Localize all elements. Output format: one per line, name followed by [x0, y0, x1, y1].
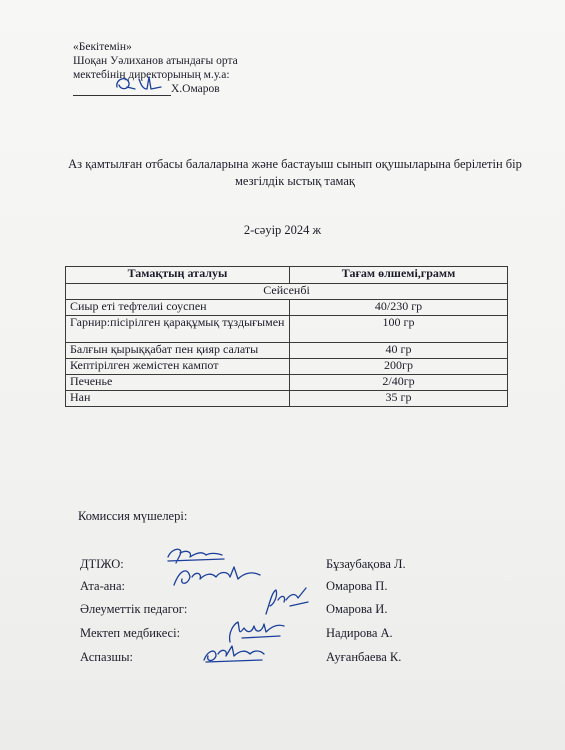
dish-cell: Печенье — [66, 375, 290, 391]
director-title: мектебінің директорының м.у.а: — [73, 69, 230, 81]
director-signature-line — [73, 83, 171, 96]
table-row — [66, 375, 508, 391]
director-name: Х.Омаров — [171, 83, 220, 95]
portion-cell: 2/40гр — [290, 375, 508, 391]
member-name: Надирова А. — [326, 626, 393, 640]
dish-cell: Кептірілген жемістен кампот — [66, 359, 290, 375]
approval-heading: «Бекітемін» — [73, 41, 132, 53]
table-row — [66, 316, 508, 343]
document-date: 2-сәуір 2024 ж — [243, 223, 322, 237]
portion-cell: 40 гр — [290, 343, 508, 359]
member-role: Мектеп медбикесі: — [80, 626, 181, 640]
table-row — [66, 300, 508, 316]
commission-heading: Комиссия мүшелері: — [78, 509, 188, 523]
approval-block — [73, 40, 238, 96]
dish-cell: Сиыр еті тефтелиі соуспен — [66, 300, 290, 316]
member-role: ДТІЖО: — [80, 557, 124, 571]
dish-cell: Нан — [66, 391, 290, 407]
director-signature — [113, 73, 173, 95]
school-name: Шоқан Уәлиханов атындағы орта — [73, 55, 238, 67]
day-cell: Сейсенбі — [66, 284, 508, 300]
member-signature — [168, 563, 268, 593]
dish-cell: Гарнир:пісірілген қарақұмық тұздығымен — [66, 316, 290, 343]
member-role: Ата-ана: — [80, 579, 125, 593]
dish-cell: Балғын қырыққабат пен қияр салаты — [66, 343, 290, 359]
member-name: Бұзаубақова Л. — [326, 557, 406, 571]
portion-cell: 40/230 гр — [290, 300, 508, 316]
member-role: Аспазшы: — [80, 650, 133, 664]
table-row — [66, 391, 508, 407]
member-signature — [256, 584, 316, 618]
column-header-portion: Тағам өлшемі,грамм — [290, 267, 508, 284]
table-header-row — [66, 267, 508, 284]
member-name: Омарова И. — [326, 602, 388, 616]
portion-cell: 100 гр — [290, 316, 508, 343]
member-name: Омарова П. — [326, 579, 388, 593]
portion-cell: 35 гр — [290, 391, 508, 407]
table-row — [66, 359, 508, 375]
member-signature — [198, 642, 272, 666]
table-day-row — [66, 284, 508, 300]
table-row — [66, 343, 508, 359]
column-header-dish: Тамақтың аталуы — [66, 267, 290, 284]
member-role: Әлеуметтік педагог: — [80, 602, 188, 616]
member-name: Ауғанбаева К. — [326, 650, 402, 664]
document-title: Аз қамтылған отбасы балаларына және бастауыш сынып оқушыларына берілетін бір мезгілдік ыстық тамақ — [68, 157, 522, 188]
portion-cell: 200гр — [290, 359, 508, 375]
menu-table — [65, 266, 508, 407]
